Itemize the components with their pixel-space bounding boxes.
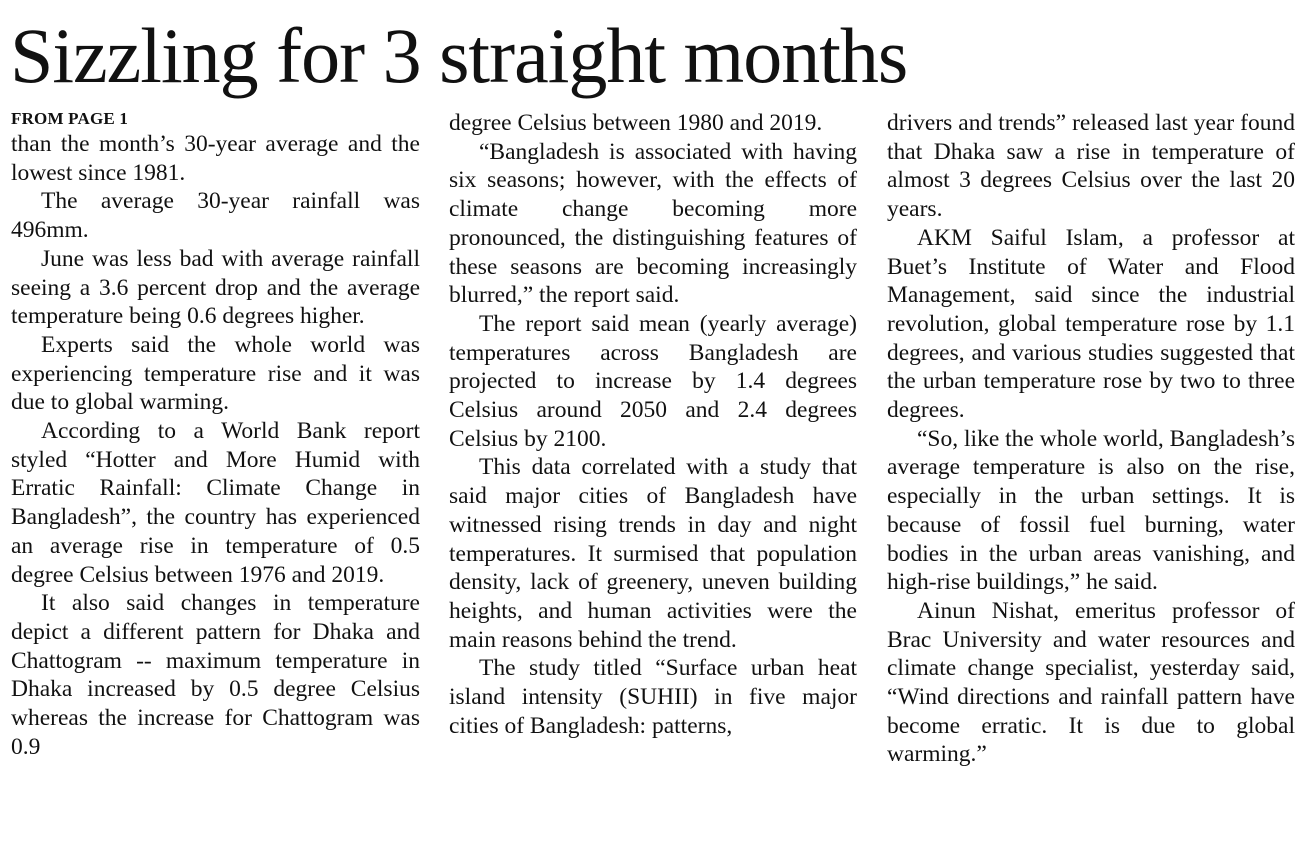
paragraph: drivers and trends” released last year found that Dhaka saw a rise in temperature of almost 3 degrees Celsius over the last 20 years.	[887, 110, 1295, 223]
paragraph: “So, like the whole world, Bangladesh’s average temperature is also on the rise, especially in the urban settings. It is because of fossil fuel burning, water bodies in the urban areas vanishing, and high-rise buildings,” he said.	[887, 425, 1295, 596]
paragraph: According to a World Bank report styled “Hotter and More Humid with Erratic Rainfall: Climate Change in Bangladesh”, the country has experienced an average rise in temperature of 0.5 degree Celsius between 1976 and 2019.	[11, 418, 420, 588]
paragraph: “Bangladesh is associated with having six seasons; however, with the effects of climate change becoming more pronounced, the distinguishing features of these seasons are becoming increasingly blurred,” the report said.	[449, 138, 857, 309]
paragraph: Ainun Nishat, emeritus professor of Brac University and water resources and climate change specialist, yesterday said, “Wind directions and rainfall pattern have become erratic. It is due to global warming.”	[887, 597, 1295, 768]
paragraph: The average 30-year rainfall was 496mm.	[11, 188, 420, 244]
paragraph: degree Celsius between 1980 and 2019.	[449, 110, 823, 136]
paragraph: Experts said the whole world was experiencing temperature rise and it was due to global warming.	[11, 331, 420, 416]
paragraph: This data correlated with a study that said major cities of Bangladesh have witnessed rising trends in day and night temperatures. It surmised that population density, lack of greenery, uneven building heights, and human activities were the main reasons behind the trend.	[449, 454, 857, 653]
headline: Sizzling for 3 straight months	[10, 12, 908, 99]
article-column-2	[449, 109, 857, 740]
paragraph: It also said changes in temperature depict a different pattern for Dhaka and Chattogram -- maximum temperature in Dhaka increased by 0.5 degree Celsius whereas the increase for Chattogram was 0.9	[11, 590, 420, 760]
continued-from-label: FROM PAGE 1	[11, 109, 129, 128]
paragraph: The report said mean (yearly average) temperatures across Bangladesh are projected to increase by 1.4 degrees Celsius around 2050 and 2.4 degrees Celsius by 2100.	[449, 310, 857, 452]
paragraph: than the month’s 30-year average and the lowest since 1981.	[11, 131, 420, 186]
paragraph: June was less bad with average rainfall seeing a 3.6 percent drop and the average temperature being 0.6 degrees higher.	[11, 245, 420, 330]
article-column-1	[11, 109, 420, 761]
paragraph: The study titled “Surface urban heat island intensity (SUHII) in five major cities of Bangladesh: patterns,	[449, 655, 857, 739]
paragraph: AKM Saiful Islam, a professor at Buet’s Institute of Water and Flood Management, said since the industrial revolution, global temperature rose by 1.1 degrees, and various studies suggested that the urban temperature rose by two to three degrees.	[887, 224, 1295, 424]
article-column-3	[887, 109, 1295, 769]
